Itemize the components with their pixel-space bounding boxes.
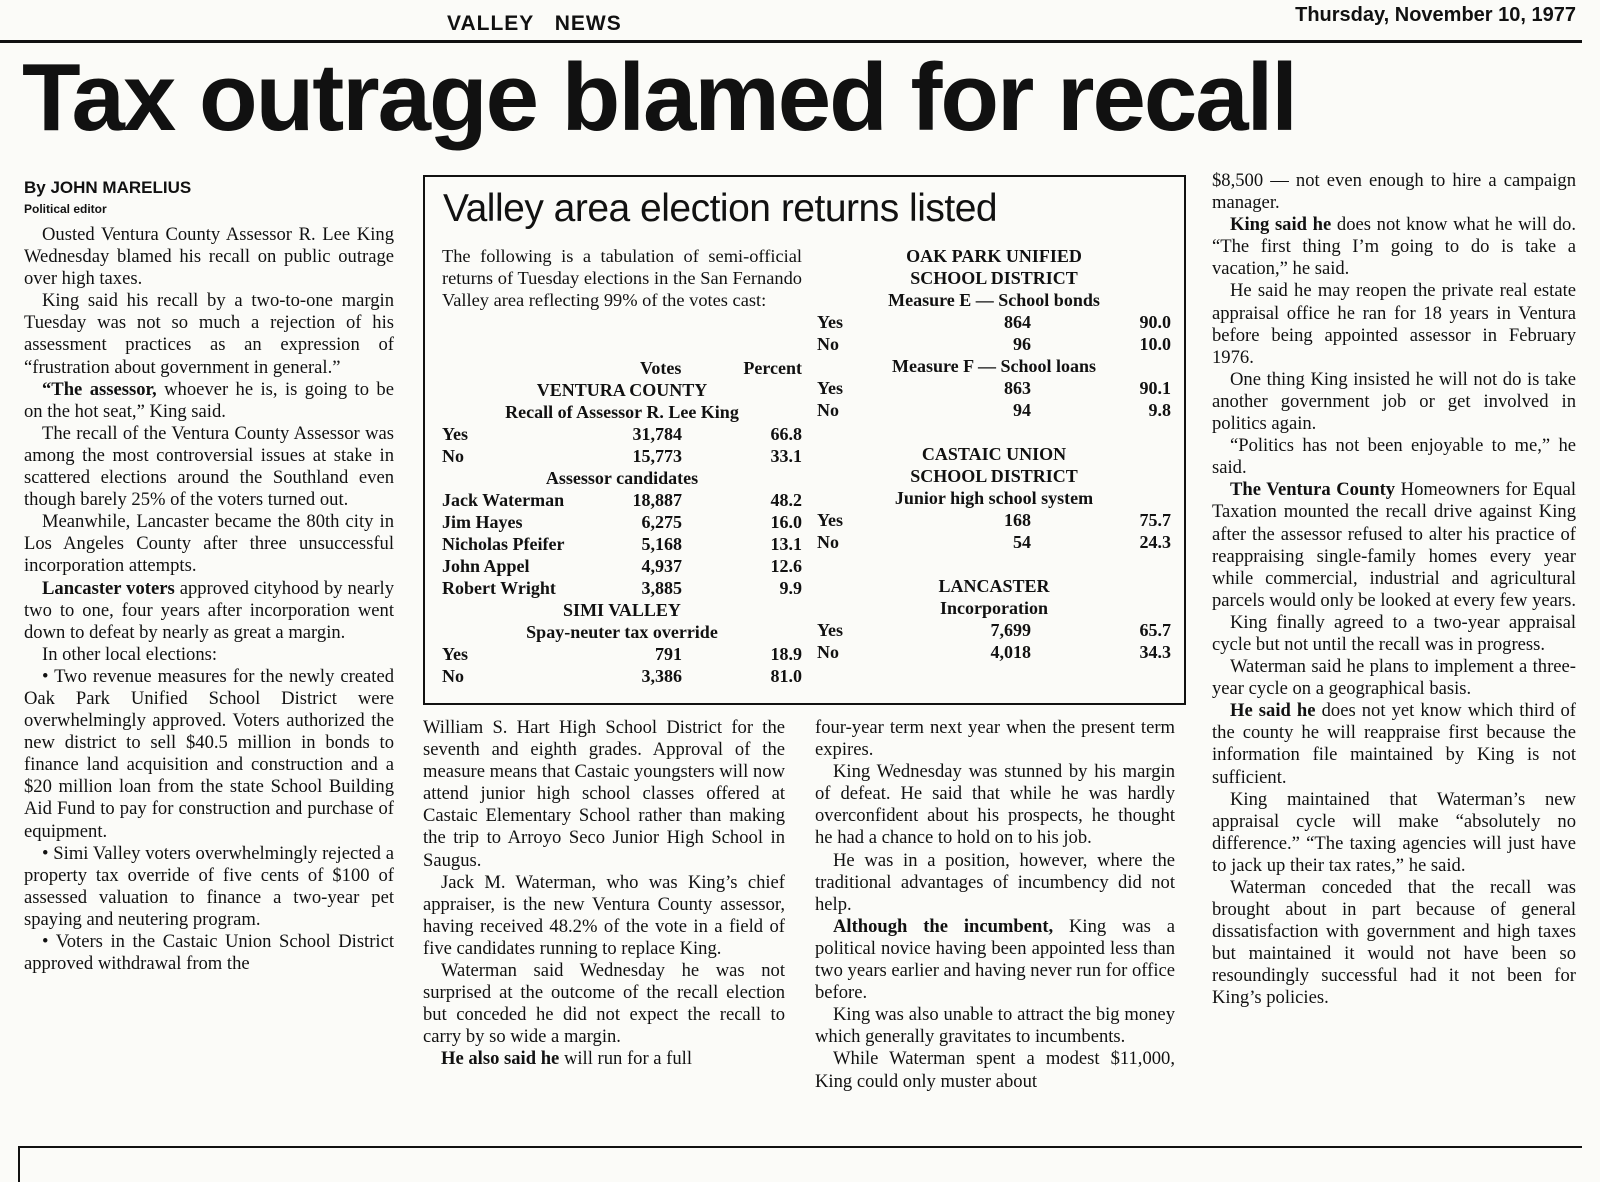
paragraph: Waterman conceded that the recall was brought about in part because of general dissatisfaction with government and high taxes but maintained it would not have been so resoundingly successful had it not been for King’s policies.: [1212, 877, 1576, 1009]
article-column-3: [815, 717, 1175, 1093]
paragraph: King Wednesday was stunned by his margin of defeat. He said that while he was hardly overconfident about his prospects, he thought he had a chance to hold on to his job.: [815, 761, 1175, 849]
paragraph: King was also unable to attract the big money which generally gravitates to incumbents.: [815, 1004, 1175, 1048]
lead-in: He said he: [1230, 700, 1316, 722]
paragraph: Waterman said he plans to implement a three-year cycle on a geographical basis.: [1212, 656, 1576, 700]
result-row: Yes 31,784 66.8: [442, 424, 802, 444]
paragraph: He said he does not yet know which third of the county he will reappraise first because the information file maintained by King is not sufficient.: [1212, 700, 1576, 788]
section-subheading: Junior high school system: [894, 488, 1094, 508]
paragraph: “Politics has not been enjoyable to me,” he said.: [1212, 435, 1576, 479]
masthead: [0, 0, 1600, 44]
paragraph: The Ventura County Homeowners for Equal Taxation mounted the recall drive against King after the assessor refused to alter his practice of reappraising single-family homes every year while commercial, industrial and agricultural parcels would only be looked at every few years.: [1212, 479, 1576, 611]
results-right-table: [817, 245, 1171, 663]
section-heading: LANCASTER: [938, 576, 1050, 596]
results-left-table: [442, 357, 802, 687]
lead-in: “The assessor,: [42, 378, 157, 400]
paragraph: four-year term next year when the present term expires.: [815, 717, 1175, 761]
section-heading: SCHOOL DISTRICT: [910, 268, 1078, 288]
section-subheading: Recall of Assessor R. Lee King: [505, 402, 739, 422]
masthead-rule: [0, 40, 1582, 43]
newspaper-name: VALLEY NEWS: [447, 12, 622, 35]
section-heading: CASTAIC UNION: [921, 444, 1067, 464]
paragraph: Although the incumbent, King was a political novice having been appointed less than two years earlier and having never run for office before.: [815, 915, 1176, 1004]
lead-in: He also said he: [441, 1048, 560, 1070]
paragraph: He was in a position, however, where the traditional advantages of incumbency did not help.: [815, 849, 1175, 915]
result-row: No 15,773 33.1: [442, 446, 802, 466]
result-row: No 96 10.0: [817, 334, 1171, 354]
paragraph: • Simi Valley voters overwhelmingly rejected a property tax override of five cents of $100 of assessed valuation to finance a two-year pet spaying and neutering program.: [24, 842, 394, 930]
paragraph: He also said he will run for a full: [441, 1048, 693, 1070]
issue-date: Thursday, November 10, 1977: [1295, 4, 1576, 26]
result-row: John Appel 4,937 12.6: [442, 556, 802, 576]
result-row: No 4,018 34.3: [817, 642, 1171, 662]
paragraph: King said he does not know what he will do. “The first thing I’m going to do is take a vacation,” he said.: [1212, 214, 1576, 280]
section-subheading: Assessor candidates: [545, 468, 699, 488]
article-column-2: [423, 717, 785, 1071]
paragraph: King said his recall by a two-to-one margin Tuesday was not so much a rejection of his assessment practices as an expression of “frustration about government in general.”: [24, 290, 394, 378]
byline-role: Political editor: [24, 202, 107, 216]
section-heading: VENTURA COUNTY: [536, 380, 708, 400]
paragraph: Ousted Ventura County Assessor R. Lee King Wednesday blamed his recall on public outrage over high taxes.: [24, 224, 394, 290]
result-row: Yes 7,699 65.7: [817, 620, 1171, 640]
paragraph: While Waterman spent a modest $11,000, King could only muster about: [815, 1048, 1175, 1092]
paragraph: King maintained that Waterman’s new appraisal cycle will make “absolutely no difference.” “The taxing agencies will just have to jack up their tax rates,” he said.: [1212, 788, 1576, 876]
lead-in: Lancaster voters: [42, 577, 175, 599]
section-heading: SCHOOL DISTRICT: [910, 466, 1078, 486]
paragraph: King finally agreed to a two-year appraisal cycle but not until the recall was in progress.: [1212, 611, 1576, 655]
paragraph: • Voters in the Castaic Union School District approved withdrawal from the: [24, 931, 394, 975]
byline: By JOHN MARELIUS: [24, 178, 192, 197]
lead-in: Although the incumbent,: [833, 915, 1054, 937]
paragraph: William S. Hart High School District for the seventh and eighth grades. Approval of the measure means that Castaic youngsters will now attend junior high school classes offered at Castaic Elementary School rather than making the trip to Arroyo Seco Junior High School in Saugus.: [423, 717, 785, 871]
result-row: No 3,386 81.0: [442, 666, 802, 686]
election-returns-box: [423, 175, 1186, 705]
section-subheading: Spay-neuter tax override: [526, 622, 718, 642]
section-subheading: Measure E — School bonds: [888, 290, 1100, 310]
lead-in: King said he: [1230, 214, 1332, 236]
bottom-left-rule: [18, 1146, 20, 1182]
section-subheading: Incorporation: [940, 598, 1048, 618]
result-row: Yes 863 90.1: [817, 378, 1171, 398]
box-intro: The following is a tabulation of semi-official returns of Tuesday elections in the San Fernando Valley area reflecting 99% of the votes cast:: [442, 246, 802, 310]
percent-header: Percent: [743, 358, 802, 378]
box-title: Valley area election returns listed: [443, 187, 998, 230]
section-heading: SIMI VALLEY: [563, 600, 681, 620]
paragraph: One thing King insisted he will not do is take another government job or get involved in politics again.: [1212, 368, 1576, 435]
column-headers: [442, 357, 802, 379]
votes-header: Votes: [640, 358, 682, 378]
result-row: Nicholas Pfeifer 5,168 13.1: [442, 534, 802, 554]
result-row: No 94 9.8: [817, 400, 1171, 420]
paragraph: The recall of the Ventura County Assessor was among the most controversial issues at stake in scattered elections around the Southland even though barely 25% of the voters turned out.: [24, 422, 394, 511]
paragraph: He said he may reopen the private real estate appraisal office he ran for 18 years in Ventura before being appointed assessor in February 1976.: [1212, 280, 1576, 368]
paragraph: Lancaster voters approved cityhood by nearly two to one, four years after incorporation went down to defeat by nearly as great a margin.: [24, 577, 394, 643]
bottom-rule: [18, 1146, 1582, 1148]
article-column-1: [24, 224, 394, 975]
result-row: Jack Waterman 18,887 48.2: [442, 490, 802, 510]
result-row: Jim Hayes 6,275 16.0: [442, 512, 802, 532]
result-row: Yes 791 18.9: [442, 644, 802, 664]
paragraph: In other local elections:: [42, 643, 218, 665]
result-row: No 54 24.3: [817, 532, 1171, 552]
result-row: Yes 168 75.7: [817, 510, 1171, 530]
paragraph: “The assessor, whoever he is, is going to be on the hot seat,” King said.: [24, 378, 394, 422]
headline: Tax outrage blamed for recall: [22, 44, 1296, 151]
paragraph: Waterman said Wednesday he was not surprised at the outcome of the recall election but conceded he did not expect the recall to carry by so wide a margin.: [423, 960, 785, 1048]
result-row: Yes 864 90.0: [817, 312, 1171, 332]
lead-in: The Ventura County: [1230, 479, 1396, 501]
result-row: Robert Wright 3,885 9.9: [442, 578, 802, 598]
section-heading: OAK PARK UNIFIED: [906, 246, 1082, 266]
paragraph: $8,500 — not even enough to hire a campaign manager.: [1212, 170, 1576, 214]
article-column-4: [1212, 170, 1576, 1010]
paragraph: • Two revenue measures for the newly created Oak Park Unified School District were overwhelmingly approved. Voters authorized the new district to sell $40.5 million in bonds to finance land acquisition and construction and a $20 million loan from the state School Building Aid Fund to pay for construction and purchase of equipment.: [24, 665, 394, 842]
paragraph: Jack M. Waterman, who was King’s chief appraiser, is the new Ventura County assessor, having received 48.2% of the vote in a field of five candidates running to replace King.: [423, 871, 785, 959]
paragraph: Meanwhile, Lancaster became the 80th city in Los Angeles County after three unsuccessful incorporation attempts.: [24, 511, 394, 577]
section-subheading: Measure F — School loans: [891, 356, 1096, 376]
